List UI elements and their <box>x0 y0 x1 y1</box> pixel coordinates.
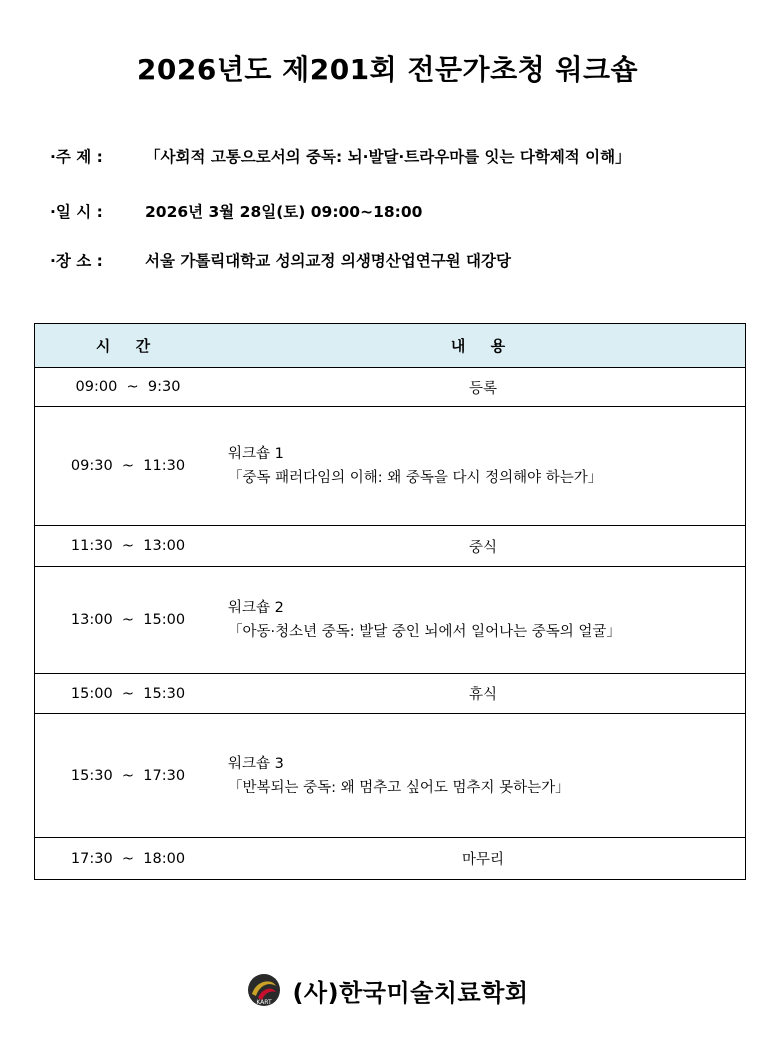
row-time: 09:00 ~ 9:30 <box>35 368 222 407</box>
table-row <box>35 407 746 526</box>
session-title: 「아동·청소년 중독: 발달 중인 뇌에서 일어나는 중독의 얼굴」 <box>228 624 621 640</box>
session-name: 워크숍 1 <box>228 446 284 462</box>
session-title: 「중독 패러다임의 이해: 왜 중독을 다시 정의해야 하는가」 <box>228 470 603 486</box>
row-time: 11:30 ~ 13:00 <box>35 526 222 567</box>
table-row <box>35 526 746 567</box>
table-row <box>35 567 746 674</box>
row-content-cell <box>221 567 746 674</box>
header-content: 내 용 <box>221 324 746 368</box>
org-name: (사)한국미술치료학회 <box>292 978 529 1007</box>
session-name: 워크숍 3 <box>228 755 284 772</box>
schedule-header-row <box>35 324 746 368</box>
table-row <box>35 674 746 714</box>
row-time: 15:30 ~ 17:30 <box>35 714 222 838</box>
info-date <box>50 200 422 222</box>
schedule-table <box>34 323 746 880</box>
row-time: 15:00 ~ 15:30 <box>35 674 222 714</box>
date-value: 2026년 3월 28일(토) 09:00~18:00 <box>145 203 423 221</box>
row-content: 중식 <box>221 526 746 567</box>
row-content-cell <box>221 714 746 838</box>
place-label: ·장 소 : <box>50 252 103 270</box>
table-row <box>35 368 746 407</box>
row-time: 17:30 ~ 18:00 <box>35 838 222 880</box>
svg-text:KART: KART <box>256 999 273 1006</box>
row-content: 등록 <box>221 368 746 407</box>
row-content-cell <box>221 407 746 526</box>
topic-label: ·주 제 : <box>50 148 103 166</box>
row-time: 09:30 ~ 11:30 <box>35 407 222 526</box>
info-place <box>50 249 511 271</box>
place-value: 서울 가톨릭대학교 성의교정 의생명산업연구원 대강당 <box>145 252 511 270</box>
kart-logo-icon <box>246 972 282 1008</box>
header-time: 시 간 <box>35 324 222 368</box>
page-title: 2026년도 제201회 전문가초청 워크숍 <box>136 53 639 86</box>
footer <box>0 968 775 1012</box>
session-title: 「반복되는 중독: 왜 멈추고 싶어도 멈추지 못하는가」 <box>228 779 570 796</box>
row-content: 휴식 <box>221 674 746 714</box>
row-time: 13:00 ~ 15:00 <box>35 567 222 674</box>
date-label: ·일 시 : <box>50 203 103 221</box>
topic-value: 「사회적 고통으로서의 중독: 뇌·발달·트라우마를 잇는 다학제적 이해」 <box>145 148 631 166</box>
table-row <box>35 838 746 880</box>
session-name: 워크숍 2 <box>228 600 284 616</box>
table-row <box>35 714 746 838</box>
row-content: 마무리 <box>221 838 746 880</box>
info-topic <box>50 145 631 167</box>
